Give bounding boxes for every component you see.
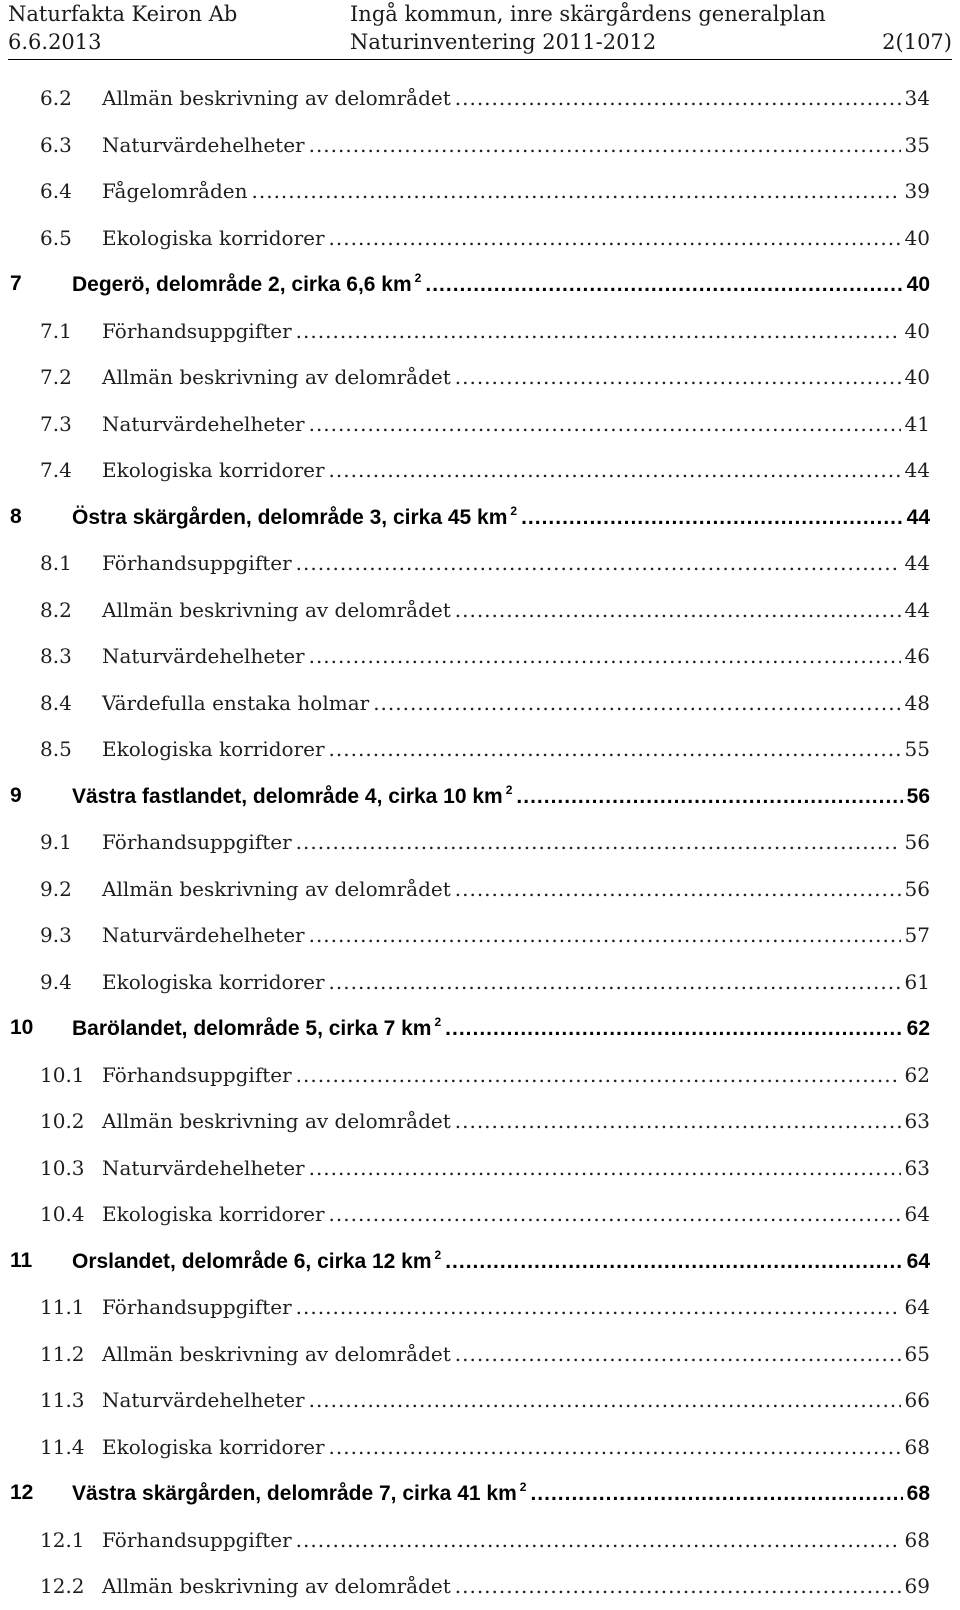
toc-entry-number: 10 bbox=[10, 1016, 34, 1040]
toc-entry-title-text: Orslandet, delområde 6, cirka 12 km bbox=[72, 1249, 432, 1273]
toc-entry-page: 63 bbox=[904, 1155, 930, 1180]
toc-entry-line bbox=[102, 226, 930, 250]
toc-entry-line bbox=[72, 1248, 930, 1274]
toc-section-entry[interactable] bbox=[0, 1052, 960, 1099]
toc-entry-title bbox=[102, 1063, 292, 1087]
toc-entry-line bbox=[72, 1480, 930, 1506]
toc-entry-number: 10.1 bbox=[40, 1062, 85, 1087]
toc-section-entry[interactable] bbox=[0, 1331, 960, 1378]
toc-dot-leader bbox=[516, 785, 902, 809]
toc-entry-line bbox=[102, 365, 930, 389]
toc-entry-title-text: Förhandsuppgifter bbox=[102, 1295, 292, 1320]
toc-entry-title bbox=[102, 1109, 451, 1133]
toc-entry-page: 63 bbox=[904, 1109, 930, 1134]
toc-dot-leader bbox=[309, 644, 901, 668]
toc-entry-number: 12.1 bbox=[40, 1527, 85, 1552]
toc-section-entry[interactable] bbox=[0, 1377, 960, 1424]
toc-entry-number: 6.5 bbox=[40, 225, 72, 250]
toc-section-entry[interactable] bbox=[0, 168, 960, 215]
toc-section-entry[interactable] bbox=[0, 1284, 960, 1331]
toc-entry-title bbox=[102, 830, 292, 854]
toc-entry-page: 40 bbox=[906, 273, 930, 297]
toc-entry-number: 12.2 bbox=[40, 1574, 85, 1599]
toc-dot-leader bbox=[296, 1295, 901, 1319]
toc-entry-line bbox=[102, 737, 930, 761]
toc-entry-number: 7.2 bbox=[40, 365, 72, 390]
toc-entry-title-text: Naturvärdehelheter bbox=[102, 132, 305, 157]
toc-entry-title bbox=[72, 1480, 526, 1506]
toc-dot-leader bbox=[309, 1388, 901, 1412]
toc-entry-page: 44 bbox=[906, 505, 930, 529]
toc-entry-line bbox=[102, 458, 930, 482]
toc-entry-title bbox=[102, 598, 451, 622]
toc-entry-line bbox=[102, 1435, 930, 1459]
toc-entry-number: 10.3 bbox=[40, 1155, 85, 1180]
toc-section-entry[interactable] bbox=[0, 1191, 960, 1238]
toc-entry-page: 40 bbox=[904, 225, 930, 250]
toc-entry-line bbox=[102, 877, 930, 901]
toc-dot-leader bbox=[455, 365, 901, 389]
toc-entry-superscript: 2 bbox=[519, 1480, 527, 1495]
toc-dot-leader bbox=[309, 1156, 901, 1180]
toc-entry-number: 8.2 bbox=[40, 597, 72, 622]
toc-entry-title bbox=[102, 877, 451, 901]
toc-entry-title bbox=[72, 504, 517, 530]
toc-entry-line bbox=[102, 133, 930, 157]
toc-entry-title-text: Fågelområden bbox=[102, 179, 248, 204]
toc-entry-title bbox=[102, 551, 292, 575]
toc-dot-leader bbox=[309, 412, 901, 436]
toc-entry-title-text: Naturvärdehelheter bbox=[102, 923, 305, 948]
toc-entry-title-text: Naturvärdehelheter bbox=[102, 1155, 305, 1180]
toc-entry-line bbox=[102, 598, 930, 622]
toc-section-entry[interactable] bbox=[0, 633, 960, 680]
toc-dot-leader bbox=[455, 1109, 901, 1133]
toc-entry-page: 41 bbox=[904, 411, 930, 436]
toc-entry-line bbox=[102, 1109, 930, 1133]
toc-section-entry[interactable] bbox=[0, 122, 960, 169]
toc-section-entry[interactable] bbox=[0, 447, 960, 494]
toc-entry-number: 10.2 bbox=[40, 1109, 85, 1134]
toc-entry-number: 8.1 bbox=[40, 551, 72, 576]
toc-entry-title bbox=[72, 783, 512, 809]
toc-entry-line bbox=[102, 1342, 930, 1366]
toc-entry-number: 6.2 bbox=[40, 86, 72, 111]
header-divider bbox=[8, 59, 952, 60]
toc-entry-title-text: Ekologiska korridorer bbox=[102, 737, 325, 762]
toc-entry-title-text: Ekologiska korridorer bbox=[102, 225, 325, 250]
toc-dot-leader bbox=[329, 226, 901, 250]
toc-entry-title bbox=[102, 319, 292, 343]
toc-entry-page: 68 bbox=[904, 1434, 930, 1459]
toc-dot-leader bbox=[425, 273, 902, 297]
toc-entry-number: 9.4 bbox=[40, 969, 72, 994]
toc-entry-title bbox=[102, 1574, 451, 1598]
toc-entry-line bbox=[102, 551, 930, 575]
toc-section-entry[interactable] bbox=[0, 959, 960, 1006]
toc-entry-line bbox=[72, 271, 930, 297]
toc-entry-line bbox=[102, 1295, 930, 1319]
toc-dot-leader bbox=[329, 1202, 901, 1226]
toc-entry-title bbox=[102, 1435, 325, 1459]
toc-section-entry[interactable] bbox=[0, 540, 960, 587]
toc-entry-line bbox=[102, 1528, 930, 1552]
toc-dot-leader bbox=[329, 1435, 901, 1459]
toc-entry-title bbox=[72, 271, 421, 297]
toc-entry-page: 68 bbox=[904, 1527, 930, 1552]
toc-entry-title-text: Allmän beskrivning av delområdet bbox=[102, 1109, 451, 1134]
toc-entry-page: 64 bbox=[904, 1202, 930, 1227]
toc-chapter-entry[interactable] bbox=[0, 1238, 960, 1285]
toc-entry-title-text: Förhandsuppgifter bbox=[102, 318, 292, 343]
toc-entry-title-text: Förhandsuppgifter bbox=[102, 830, 292, 855]
toc-entry-title bbox=[102, 644, 305, 668]
toc-entry-number: 8.4 bbox=[40, 690, 72, 715]
toc-section-entry[interactable] bbox=[0, 1563, 960, 1610]
toc-dot-leader bbox=[455, 86, 901, 110]
toc-entry-superscript: 2 bbox=[510, 503, 518, 518]
toc-entry-number: 7.1 bbox=[40, 318, 72, 343]
toc-entry-page: 40 bbox=[904, 318, 930, 343]
toc-section-entry[interactable] bbox=[0, 354, 960, 401]
toc-entry-title-text: Värdefulla enstaka holmar bbox=[102, 690, 370, 715]
toc-entry-page: 61 bbox=[904, 969, 930, 994]
toc-entry-title bbox=[102, 1202, 325, 1226]
toc-section-entry[interactable] bbox=[0, 1098, 960, 1145]
toc-entry-line bbox=[102, 319, 930, 343]
toc-entry-page: 65 bbox=[904, 1341, 930, 1366]
toc-chapter-entry[interactable] bbox=[0, 773, 960, 820]
toc-entry-title-text: Västra fastlandet, delområde 4, cirka 10 km bbox=[72, 784, 503, 808]
toc-entry-number: 9.2 bbox=[40, 876, 72, 901]
toc-section-entry[interactable] bbox=[0, 1145, 960, 1192]
toc-entry-title-text: Ekologiska korridorer bbox=[102, 969, 325, 994]
header-document-title: Ingå kommun, inre skärgårdens generalplan bbox=[350, 2, 826, 26]
toc-entry-title-text: Allmän beskrivning av delområdet bbox=[102, 876, 451, 901]
toc-dot-leader bbox=[309, 133, 901, 157]
toc-entry-page: 57 bbox=[904, 923, 930, 948]
toc-dot-leader bbox=[455, 1342, 901, 1366]
toc-dot-leader bbox=[329, 737, 901, 761]
toc-entry-title bbox=[102, 412, 305, 436]
toc-dot-leader bbox=[373, 691, 900, 715]
toc-section-entry[interactable] bbox=[0, 1517, 960, 1564]
toc-entry-line bbox=[102, 923, 930, 947]
toc-entry-title-text: Förhandsuppgifter bbox=[102, 551, 292, 576]
toc-chapter-entry[interactable] bbox=[0, 494, 960, 541]
toc-dot-leader bbox=[530, 1482, 902, 1506]
toc-entry-title bbox=[102, 365, 451, 389]
toc-entry-title-text: Naturvärdehelheter bbox=[102, 644, 305, 669]
toc-entry-title bbox=[102, 737, 325, 761]
toc-entry-superscript: 2 bbox=[414, 271, 422, 286]
toc-entry-title-text: Förhandsuppgifter bbox=[102, 1527, 292, 1552]
header-page-number: 2(107) bbox=[882, 30, 952, 54]
toc-entry-page: 62 bbox=[906, 1017, 930, 1041]
toc-entry-title-text: Östra skärgården, delområde 3, cirka 45 km bbox=[72, 505, 508, 529]
toc-section-entry[interactable] bbox=[0, 726, 960, 773]
toc-entry-title bbox=[102, 1528, 292, 1552]
toc-entry-line bbox=[102, 691, 930, 715]
toc-entry-title bbox=[102, 1156, 305, 1180]
toc-entry-number: 9 bbox=[10, 783, 22, 807]
toc-dot-leader bbox=[296, 830, 901, 854]
toc-entry-line bbox=[102, 830, 930, 854]
toc-entry-number: 9.1 bbox=[40, 830, 72, 855]
toc-entry-number: 11.4 bbox=[40, 1434, 85, 1459]
toc-entry-line bbox=[102, 1063, 930, 1087]
toc-dot-leader bbox=[296, 551, 901, 575]
toc-entry-title-text: Naturvärdehelheter bbox=[102, 411, 305, 436]
toc-entry-title bbox=[102, 1388, 305, 1412]
toc-entry-title-text: Allmän beskrivning av delområdet bbox=[102, 1341, 451, 1366]
toc-dot-leader bbox=[329, 970, 901, 994]
toc-section-entry[interactable] bbox=[0, 819, 960, 866]
toc-entry-page: 40 bbox=[904, 365, 930, 390]
toc-entry-line bbox=[72, 1015, 930, 1041]
toc-entry-title-text: Allmän beskrivning av delområdet bbox=[102, 86, 451, 111]
toc-entry-superscript: 2 bbox=[505, 782, 513, 797]
toc-entry-page: 34 bbox=[904, 86, 930, 111]
toc-chapter-entry[interactable] bbox=[0, 261, 960, 308]
header-date: 6.6.2013 bbox=[8, 30, 102, 54]
toc-dot-leader bbox=[455, 598, 901, 622]
toc-entry-page: 44 bbox=[904, 597, 930, 622]
toc-entry-line bbox=[102, 1574, 930, 1598]
toc-entry-page: 44 bbox=[904, 458, 930, 483]
toc-entry-title bbox=[102, 970, 325, 994]
toc-entry-page: 35 bbox=[904, 132, 930, 157]
toc-entry-title bbox=[102, 691, 369, 715]
toc-entry-line bbox=[102, 1388, 930, 1412]
toc-entry-page: 68 bbox=[906, 1482, 930, 1506]
toc-entry-line bbox=[102, 412, 930, 436]
toc-entry-line bbox=[102, 1202, 930, 1226]
toc-entry-number: 12 bbox=[10, 1481, 34, 1505]
toc-entry-number: 8.3 bbox=[40, 644, 72, 669]
toc-entry-title-text: Naturvärdehelheter bbox=[102, 1388, 305, 1413]
toc-entry-title-text: Ekologiska korridorer bbox=[102, 1434, 325, 1459]
toc-section-entry[interactable] bbox=[0, 308, 960, 355]
toc-dot-leader bbox=[252, 179, 901, 203]
toc-entry-title-text: Förhandsuppgifter bbox=[102, 1062, 292, 1087]
toc-entry-line bbox=[102, 644, 930, 668]
toc-entry-number: 8 bbox=[10, 504, 22, 528]
toc-entry-line bbox=[102, 179, 930, 203]
toc-section-entry[interactable] bbox=[0, 215, 960, 262]
toc-entry-page: 62 bbox=[904, 1062, 930, 1087]
toc-entry-line bbox=[72, 504, 930, 530]
toc-entry-number: 11.2 bbox=[40, 1341, 85, 1366]
toc-chapter-entry[interactable] bbox=[0, 1470, 960, 1517]
toc-entry-superscript: 2 bbox=[434, 1015, 442, 1030]
toc-dot-leader bbox=[296, 1063, 901, 1087]
toc-dot-leader bbox=[445, 1250, 902, 1274]
toc-entry-title-text: Allmän beskrivning av delområdet bbox=[102, 365, 451, 390]
toc-entry-title-text: Ekologiska korridorer bbox=[102, 1202, 325, 1227]
toc-entry-page: 44 bbox=[904, 551, 930, 576]
toc-entry-title bbox=[102, 1342, 451, 1366]
toc-section-entry[interactable] bbox=[0, 587, 960, 634]
toc-entry-title-text: Allmän beskrivning av delområdet bbox=[102, 1574, 451, 1599]
toc-entry-title bbox=[72, 1015, 441, 1041]
toc-entry-title bbox=[102, 458, 325, 482]
toc-chapter-entry[interactable] bbox=[0, 1005, 960, 1052]
toc-dot-leader bbox=[296, 319, 901, 343]
toc-entry-page: 56 bbox=[904, 876, 930, 901]
page-header bbox=[0, 0, 960, 60]
toc-entry-number: 11.1 bbox=[40, 1295, 85, 1320]
toc-entry-title bbox=[102, 1295, 292, 1319]
toc-dot-leader bbox=[455, 1574, 901, 1598]
toc-section-entry[interactable] bbox=[0, 866, 960, 913]
toc-entry-page: 56 bbox=[904, 830, 930, 855]
toc-section-entry[interactable] bbox=[0, 401, 960, 448]
toc-dot-leader bbox=[521, 506, 903, 530]
toc-entry-page: 66 bbox=[904, 1388, 930, 1413]
toc-entry-number: 6.3 bbox=[40, 132, 72, 157]
toc-entry-title bbox=[102, 226, 325, 250]
toc-entry-title bbox=[102, 179, 248, 203]
toc-entry-line bbox=[72, 783, 930, 809]
toc-entry-number: 7.3 bbox=[40, 411, 72, 436]
toc-entry-page: 64 bbox=[904, 1295, 930, 1320]
toc-entry-title bbox=[102, 86, 451, 110]
toc-entry-title bbox=[102, 133, 305, 157]
toc-entry-page: 39 bbox=[904, 179, 930, 204]
toc-entry-line bbox=[102, 970, 930, 994]
toc-dot-leader bbox=[329, 458, 901, 482]
toc-entry-number: 8.5 bbox=[40, 737, 72, 762]
toc-entry-title-text: Allmän beskrivning av delområdet bbox=[102, 597, 451, 622]
toc-entry-number: 11 bbox=[10, 1248, 33, 1272]
toc-section-entry[interactable] bbox=[0, 1424, 960, 1471]
toc-entry-page: 69 bbox=[904, 1574, 930, 1599]
toc-entry-line bbox=[102, 1156, 930, 1180]
header-document-subtitle: Naturinventering 2011-2012 bbox=[350, 30, 657, 54]
toc-section-entry[interactable] bbox=[0, 912, 960, 959]
toc-entry-number: 6.4 bbox=[40, 179, 72, 204]
toc-entry-title-text: Västra skärgården, delområde 7, cirka 41 km bbox=[72, 1482, 517, 1506]
toc-entry-page: 48 bbox=[904, 690, 930, 715]
toc-entry-line bbox=[102, 86, 930, 110]
table-of-contents bbox=[0, 75, 960, 1610]
toc-entry-page: 55 bbox=[904, 737, 930, 762]
toc-dot-leader bbox=[445, 1017, 902, 1041]
toc-entry-title-text: Ekologiska korridorer bbox=[102, 458, 325, 483]
toc-entry-page: 46 bbox=[904, 644, 930, 669]
toc-entry-title-text: Degerö, delområde 2, cirka 6,6 km bbox=[72, 273, 412, 297]
toc-entry-page: 56 bbox=[906, 784, 930, 808]
toc-dot-leader bbox=[455, 877, 901, 901]
toc-dot-leader bbox=[309, 923, 901, 947]
toc-entry-number: 11.3 bbox=[40, 1388, 85, 1413]
toc-entry-title bbox=[102, 923, 305, 947]
toc-entry-number: 7 bbox=[10, 272, 22, 296]
toc-entry-superscript: 2 bbox=[434, 1247, 442, 1262]
toc-entry-page: 64 bbox=[906, 1249, 930, 1273]
toc-entry-number: 9.3 bbox=[40, 923, 72, 948]
toc-section-entry[interactable] bbox=[0, 680, 960, 727]
toc-entry-title bbox=[72, 1248, 441, 1274]
header-organization: Naturfakta Keiron Ab bbox=[8, 2, 238, 26]
toc-entry-number: 7.4 bbox=[40, 458, 72, 483]
toc-section-entry[interactable] bbox=[0, 75, 960, 122]
toc-entry-title-text: Barölandet, delområde 5, cirka 7 km bbox=[72, 1017, 432, 1041]
toc-dot-leader bbox=[296, 1528, 901, 1552]
toc-entry-number: 10.4 bbox=[40, 1202, 85, 1227]
